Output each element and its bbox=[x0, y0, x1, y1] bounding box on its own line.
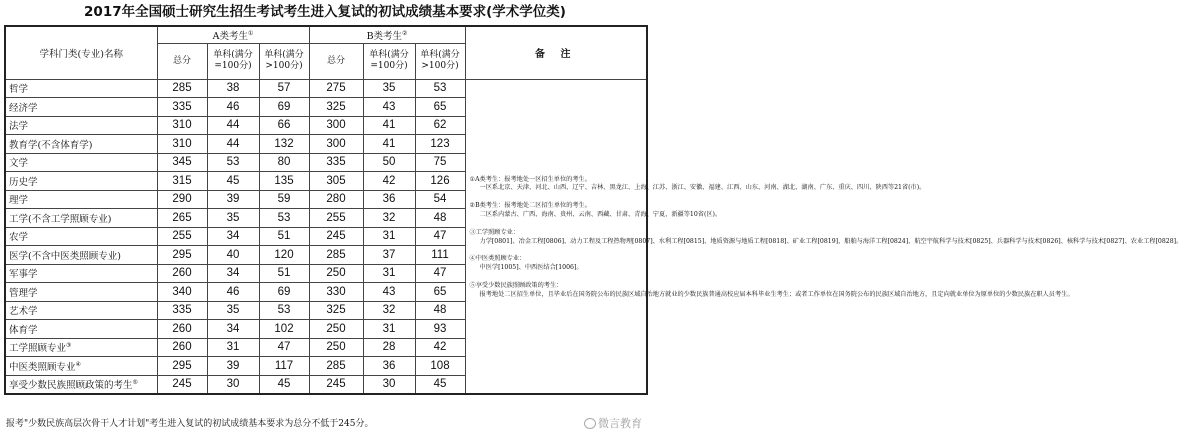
a-total-cell: 285 bbox=[157, 79, 207, 98]
b-single-over100-header: 单科(满分>100分) bbox=[415, 43, 465, 79]
b-single-100-cell: 42 bbox=[363, 172, 415, 191]
remark-3-body: 力学[0801]、冶金工程[0806]、动力工程及工程热物理[0807]、水利工程[0815]、地质资源与地质工程[0818]、矿业工程[0819]、船舶与海洋工程[0824]、航空宇航科学与技术[0825]、兵器科学与技术[0826]、核科学与技术[0827]、农业工程[0828]。 bbox=[479, 237, 1182, 245]
a-single-over100-cell: 47 bbox=[259, 338, 309, 357]
group-a-header: A类考生① bbox=[157, 26, 309, 43]
a-single-100-cell: 53 bbox=[207, 153, 259, 172]
group-b-header: B类考生② bbox=[309, 26, 465, 43]
remarks-header: 备 注 bbox=[465, 26, 647, 79]
subject-name-cell: 经济学 bbox=[5, 98, 157, 117]
b-single-100-cell: 35 bbox=[363, 79, 415, 98]
subject-name-cell: 中医类照顾专业④ bbox=[5, 357, 157, 376]
score-table bbox=[4, 25, 1182, 395]
a-single-100-cell: 45 bbox=[207, 172, 259, 191]
a-single-100-cell: 30 bbox=[207, 375, 259, 394]
subject-name-cell: 体育学 bbox=[5, 320, 157, 339]
a-total-cell: 265 bbox=[157, 209, 207, 228]
b-single-over100-cell: 62 bbox=[415, 116, 465, 135]
a-single-100-cell: 35 bbox=[207, 301, 259, 320]
a-single-100-cell: 44 bbox=[207, 116, 259, 135]
a-single-over100-cell: 53 bbox=[259, 209, 309, 228]
b-total-header: 总分 bbox=[309, 43, 363, 79]
a-total-cell: 260 bbox=[157, 338, 207, 357]
b-total-cell: 255 bbox=[309, 209, 363, 228]
b-total-cell: 250 bbox=[309, 264, 363, 283]
a-total-cell: 295 bbox=[157, 357, 207, 376]
table-row bbox=[5, 79, 647, 98]
b-single-over100-cell: 65 bbox=[415, 283, 465, 302]
a-single-100-cell: 38 bbox=[207, 79, 259, 98]
a-total-cell: 255 bbox=[157, 227, 207, 246]
b-single-100-cell: 43 bbox=[363, 283, 415, 302]
b-single-100-cell: 32 bbox=[363, 209, 415, 228]
a-total-cell: 245 bbox=[157, 375, 207, 394]
a-single-over100-cell: 51 bbox=[259, 227, 309, 246]
subject-name-cell: 艺术学 bbox=[5, 301, 157, 320]
a-total-cell: 345 bbox=[157, 153, 207, 172]
remark-3-title: ③工学照顾专业： bbox=[469, 228, 520, 236]
b-total-cell: 325 bbox=[309, 301, 363, 320]
a-total-header: 总分 bbox=[157, 43, 207, 79]
subject-column-header: 学科门类(专业)名称 bbox=[5, 26, 157, 79]
subject-name-cell: 工学照顾专业③ bbox=[5, 338, 157, 357]
b-single-over100-cell: 65 bbox=[415, 98, 465, 117]
a-total-cell: 310 bbox=[157, 116, 207, 135]
b-single-over100-cell: 75 bbox=[415, 153, 465, 172]
b-single-over100-cell: 48 bbox=[415, 209, 465, 228]
watermark: 微言教育 bbox=[584, 417, 642, 431]
subject-name-cell: 教育学(不含体育学) bbox=[5, 135, 157, 154]
b-single-100-cell: 28 bbox=[363, 338, 415, 357]
b-single-100-cell: 31 bbox=[363, 320, 415, 339]
remarks-cell bbox=[465, 79, 1182, 394]
remark-2-body: 二区系内蒙古、广西、海南、贵州、云南、西藏、甘肃、青海、宁夏、新疆等10省(区)。 bbox=[479, 210, 722, 218]
subject-name-cell: 法学 bbox=[5, 116, 157, 135]
b-single-over100-cell: 47 bbox=[415, 264, 465, 283]
b-total-cell: 285 bbox=[309, 246, 363, 265]
b-single-over100-cell: 108 bbox=[415, 357, 465, 376]
a-single-over100-header: 单科(满分>100分) bbox=[259, 43, 309, 79]
a-single-over100-cell: 57 bbox=[259, 79, 309, 98]
subject-name-cell: 历史学 bbox=[5, 172, 157, 191]
a-total-cell: 260 bbox=[157, 264, 207, 283]
a-total-cell: 335 bbox=[157, 301, 207, 320]
b-single-over100-cell: 53 bbox=[415, 79, 465, 98]
a-single-100-cell: 34 bbox=[207, 264, 259, 283]
b-single-100-cell: 31 bbox=[363, 264, 415, 283]
b-total-cell: 280 bbox=[309, 190, 363, 209]
a-single-over100-cell: 132 bbox=[259, 135, 309, 154]
document-title: 2017年全国硕士研究生招生考试考生进入复试的初试成绩基本要求(学术学位类) bbox=[84, 4, 566, 20]
b-single-over100-cell: 54 bbox=[415, 190, 465, 209]
a-single-over100-cell: 102 bbox=[259, 320, 309, 339]
a-single-100-cell: 44 bbox=[207, 135, 259, 154]
b-total-cell: 250 bbox=[309, 338, 363, 357]
remark-2-title: ②B类考生：报考地处二区招生单位的考生。 bbox=[469, 202, 591, 210]
a-single-over100-cell: 117 bbox=[259, 357, 309, 376]
remark-4-title: ④中医类照顾专业： bbox=[469, 255, 526, 263]
subject-name-cell: 农学 bbox=[5, 227, 157, 246]
a-single-100-cell: 46 bbox=[207, 98, 259, 117]
weibo-icon bbox=[584, 418, 596, 429]
a-single-100-cell: 39 bbox=[207, 190, 259, 209]
a-total-cell: 310 bbox=[157, 135, 207, 154]
b-single-100-cell: 41 bbox=[363, 135, 415, 154]
b-single-over100-cell: 111 bbox=[415, 246, 465, 265]
b-total-cell: 330 bbox=[309, 283, 363, 302]
b-single-100-cell: 36 bbox=[363, 190, 415, 209]
b-single-over100-cell: 48 bbox=[415, 301, 465, 320]
a-total-cell: 340 bbox=[157, 283, 207, 302]
a-single-100-cell: 34 bbox=[207, 227, 259, 246]
a-single-100-cell: 40 bbox=[207, 246, 259, 265]
remark-1-body: 一区系北京、天津、河北、山西、辽宁、吉林、黑龙江、上海、江苏、浙江、安徽、福建、江西、山东、河南、湖北、湖南、广东、重庆、四川、陕西等21省(市)。 bbox=[479, 184, 926, 192]
b-total-cell: 285 bbox=[309, 357, 363, 376]
a-single-100-cell: 35 bbox=[207, 209, 259, 228]
a-single-over100-cell: 80 bbox=[259, 153, 309, 172]
b-single-100-cell: 30 bbox=[363, 375, 415, 394]
subject-name-cell: 理学 bbox=[5, 190, 157, 209]
footnote: 报考"少数民族高层次骨干人才计划"考生进入复试的初试成绩基本要求为总分不低于245分。 bbox=[6, 419, 374, 429]
b-total-cell: 300 bbox=[309, 116, 363, 135]
a-total-cell: 295 bbox=[157, 246, 207, 265]
b-single-over100-cell: 93 bbox=[415, 320, 465, 339]
subject-name-cell: 工学(不含工学照顾专业) bbox=[5, 209, 157, 228]
b-single-100-cell: 43 bbox=[363, 98, 415, 117]
a-total-cell: 290 bbox=[157, 190, 207, 209]
subject-name-cell: 文学 bbox=[5, 153, 157, 172]
b-single-100-cell: 37 bbox=[363, 246, 415, 265]
remark-1-title: ①A类考生：报考地处一区招生单位的考生。 bbox=[469, 175, 591, 183]
b-total-cell: 300 bbox=[309, 135, 363, 154]
a-single-100-cell: 39 bbox=[207, 357, 259, 376]
b-single-over100-cell: 47 bbox=[415, 227, 465, 246]
a-single-over100-cell: 59 bbox=[259, 190, 309, 209]
a-single-over100-cell: 51 bbox=[259, 264, 309, 283]
a-single-100-cell: 46 bbox=[207, 283, 259, 302]
a-total-cell: 315 bbox=[157, 172, 207, 191]
b-single-100-cell: 31 bbox=[363, 227, 415, 246]
b-total-cell: 245 bbox=[309, 375, 363, 394]
b-single-100-cell: 32 bbox=[363, 301, 415, 320]
remark-4-body: 中医学[1005]、中西医结合[1006]。 bbox=[479, 264, 583, 272]
b-single-over100-cell: 123 bbox=[415, 135, 465, 154]
b-total-cell: 335 bbox=[309, 153, 363, 172]
b-single-over100-cell: 42 bbox=[415, 338, 465, 357]
b-single-100-cell: 41 bbox=[363, 116, 415, 135]
subject-name-cell: 医学(不含中医类照顾专业) bbox=[5, 246, 157, 265]
b-single-100-cell: 50 bbox=[363, 153, 415, 172]
a-single-100-header: 单科(满分=100分) bbox=[207, 43, 259, 79]
a-single-100-cell: 34 bbox=[207, 320, 259, 339]
b-single-100-cell: 36 bbox=[363, 357, 415, 376]
a-total-cell: 260 bbox=[157, 320, 207, 339]
b-single-100-header: 单科(满分=100分) bbox=[363, 43, 415, 79]
remark-5-title: ⑤享受少数民族照顾政策的考生： bbox=[469, 281, 563, 289]
b-total-cell: 245 bbox=[309, 227, 363, 246]
b-total-cell: 275 bbox=[309, 79, 363, 98]
b-total-cell: 305 bbox=[309, 172, 363, 191]
b-single-over100-cell: 45 bbox=[415, 375, 465, 394]
b-total-cell: 325 bbox=[309, 98, 363, 117]
a-single-over100-cell: 120 bbox=[259, 246, 309, 265]
a-single-over100-cell: 45 bbox=[259, 375, 309, 394]
a-total-cell: 335 bbox=[157, 98, 207, 117]
remark-5-body: 报考地处二区招生单位，且毕业后在国务院公布的民族区域自治地方就业的少数民族普通高校应届本科毕业生考生；或者工作单位在国务院公布的民族区域自治地方，且定向就业单位为原单位的少数民族在职人员考生。 bbox=[479, 290, 1074, 298]
a-single-over100-cell: 53 bbox=[259, 301, 309, 320]
a-single-over100-cell: 69 bbox=[259, 98, 309, 117]
a-single-over100-cell: 69 bbox=[259, 283, 309, 302]
a-single-over100-cell: 66 bbox=[259, 116, 309, 135]
subject-name-cell: 管理学 bbox=[5, 283, 157, 302]
b-total-cell: 250 bbox=[309, 320, 363, 339]
subject-name-cell: 军事学 bbox=[5, 264, 157, 283]
b-single-over100-cell: 126 bbox=[415, 172, 465, 191]
a-single-100-cell: 31 bbox=[207, 338, 259, 357]
subject-name-cell: 哲学 bbox=[5, 79, 157, 98]
subject-name-cell: 享受少数民族照顾政策的考生⑤ bbox=[5, 375, 157, 394]
a-single-over100-cell: 135 bbox=[259, 172, 309, 191]
